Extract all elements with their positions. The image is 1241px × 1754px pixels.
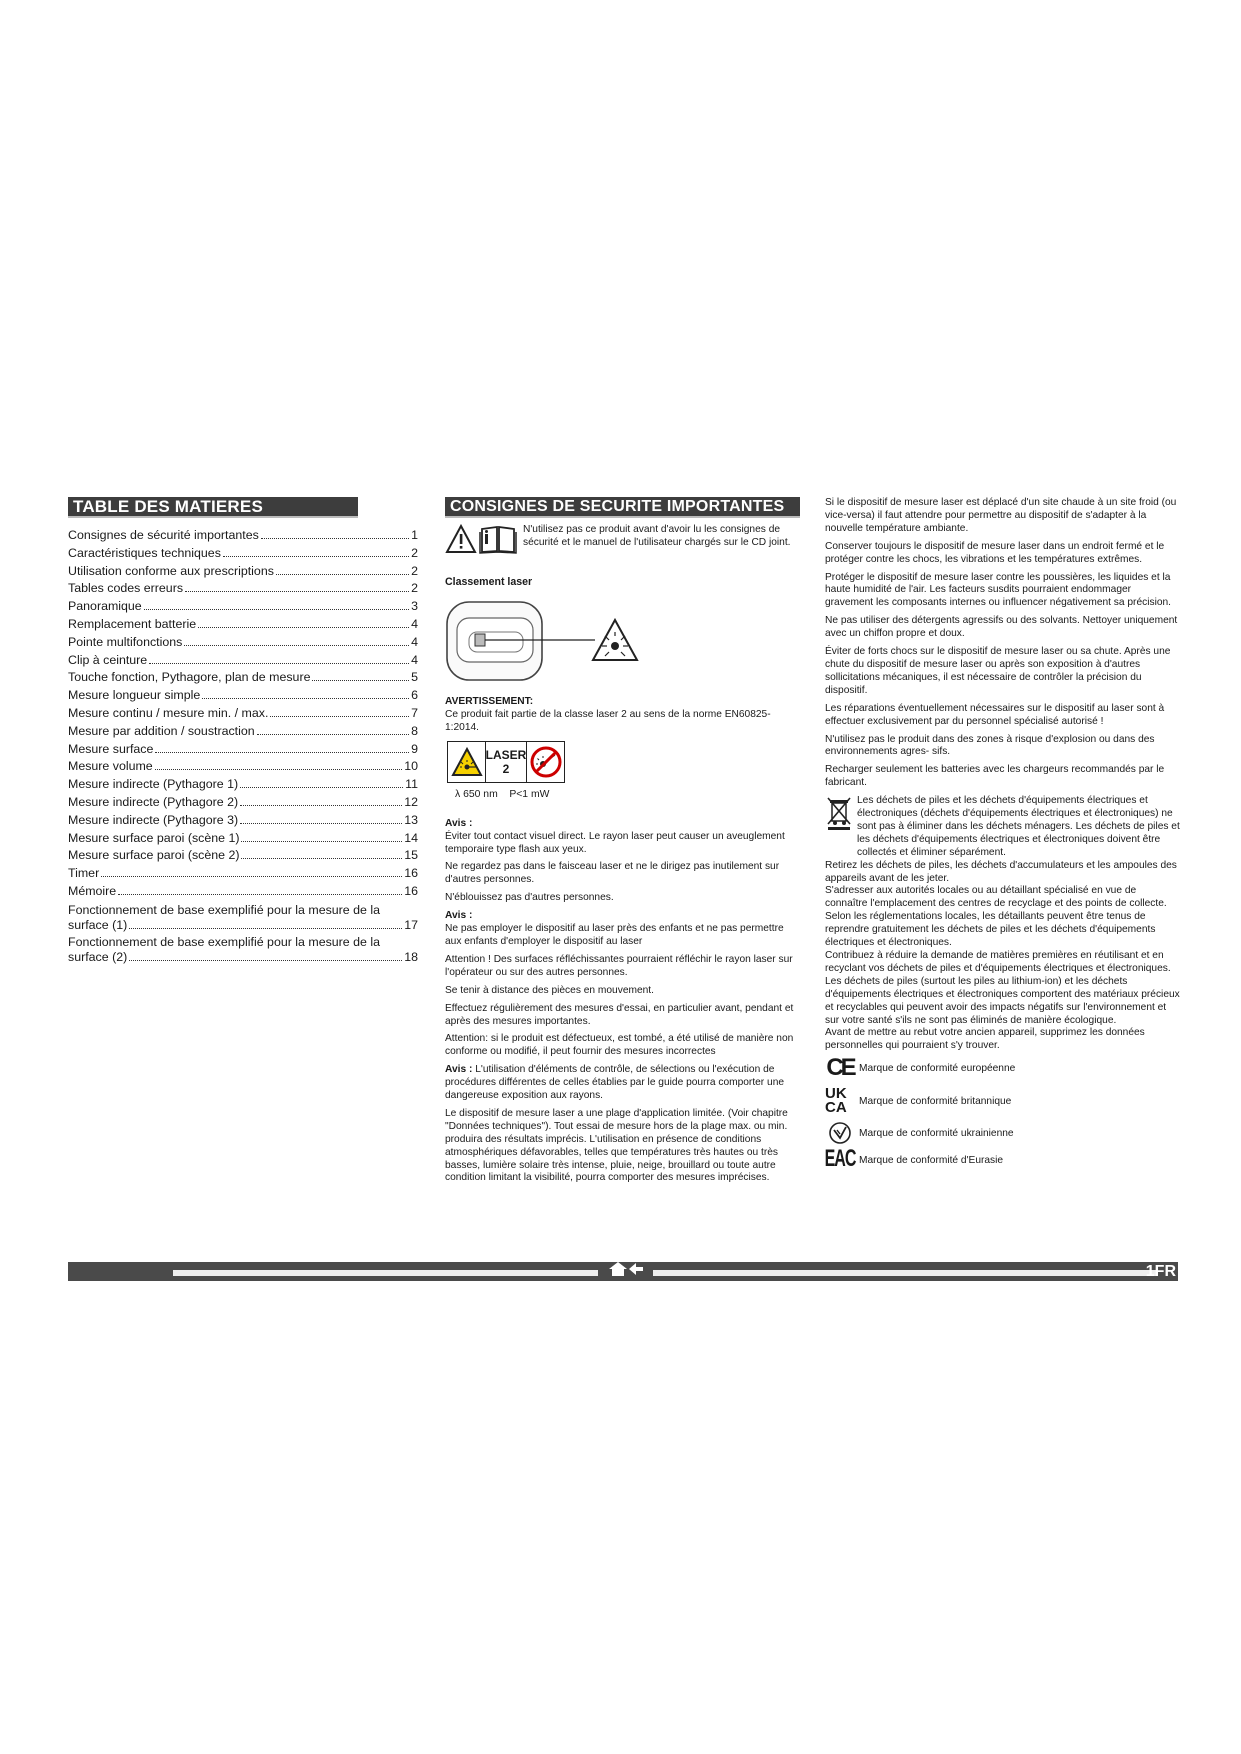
toc-entry-label[interactable]: Mesure continu / mesure min. / max. <box>68 705 269 720</box>
safety-section <box>445 497 800 1190</box>
col3-p4: Ne pas utiliser des détergents agressifs ou des solvants. Nettoyer uniquement avec un chiffon propre et doux. <box>825 615 1178 640</box>
toc-entry-page[interactable]: 17 <box>404 917 418 932</box>
toc-entry-page[interactable]: 15 <box>404 848 418 863</box>
toc-entry[interactable] <box>68 687 418 705</box>
toc-leader-dots <box>257 724 409 735</box>
toc-entry-label[interactable]: Caractéristiques techniques <box>68 545 221 560</box>
ukraine-mark-label: Marque de conformité ukrainienne <box>859 1127 1014 1139</box>
toc-entry[interactable] <box>68 616 418 634</box>
page-number: 1FR <box>1145 1263 1176 1280</box>
toc-entry-label-line1[interactable]: Fonctionnement de base exemplifié pour la mesure de la <box>68 902 381 917</box>
toc-entry[interactable] <box>68 776 418 794</box>
avis2-p3: Se tenir à distance des pièces en mouvement. <box>445 984 654 996</box>
toc-entry[interactable] <box>68 865 418 883</box>
toc-entry-label-line2[interactable]: surface (1) <box>68 917 128 932</box>
toc-leader-dots <box>223 546 409 557</box>
toc-entry-page[interactable]: 1 <box>411 528 418 542</box>
col3-p7: N'utilisez pas le produit dans des zones à risque d'explosion ou dans des environnements agres- sifs. <box>825 733 1155 758</box>
toc-entry-page[interactable]: 18 <box>404 949 418 964</box>
eac-mark-icon: EAC <box>824 1146 856 1173</box>
warning-triangle-icon <box>445 524 477 559</box>
col3-p13: Les déchets de piles (surtout les piles au lithium-ion) et les déchets d'équipements électriques et électroniques comportent des matériaux précieux et recyclables qui peuvent avoir des impacts négatifs sur l'environnement et sur votre santé s'ils ne sont pas éliminés de manière écologique. <box>825 975 1180 1026</box>
toc-leader-dots <box>312 670 409 681</box>
eac-mark-label: Marque de conformité d'Eurasie <box>859 1154 1004 1166</box>
col3-p9: Retirez les déchets de piles, les déchets d'accumulateurs et les ampoules des appareils avant de les jeter. <box>825 859 1177 884</box>
toc-entry[interactable] <box>68 527 418 545</box>
ukraine-mark-row <box>825 1121 1180 1145</box>
toc-leader-dots <box>261 528 409 539</box>
toc-leader-dots <box>241 831 402 842</box>
ce-mark-label: Marque de conformité européenne <box>859 1062 1016 1074</box>
laser-class-number: 2 <box>502 761 510 776</box>
avis1-p1: Éviter tout contact visuel direct. Le rayon laser peut causer un aveuglement temporaire type flash aux yeux. <box>445 830 785 855</box>
toc-entry[interactable] <box>68 669 418 687</box>
toc-leader-dots <box>101 866 402 877</box>
toc-entry[interactable] <box>68 705 418 723</box>
toc-leader-dots <box>118 884 402 895</box>
device-laser-illustration <box>445 596 645 686</box>
toc-leader-dots <box>276 564 409 575</box>
toc-entry-page[interactable]: 16 <box>404 866 418 881</box>
weee-text: Les déchets de piles et les déchets d'équipements électriques et électroniques (déchets d'équipements électriques et électroniques) ne sont pas à éliminer dans les déchets ménagers. Les déchets de piles et les déchets d'équipements électriques et électroniques doivent être collectés et éliminer séparément. <box>857 795 1180 858</box>
footer-rule <box>173 1270 1158 1276</box>
toc-leader-dots <box>149 653 409 664</box>
toc-leader-dots <box>270 706 409 717</box>
toc-entry[interactable] <box>68 794 418 812</box>
eac-mark-row <box>824 1146 1180 1173</box>
toc-entry[interactable] <box>68 935 418 965</box>
toc-leader-dots <box>129 918 402 929</box>
toc-entry-label[interactable]: Mesure indirecte (Pythagore 2) <box>68 794 239 809</box>
weee-block <box>825 795 1180 860</box>
toc-leader-dots <box>144 599 409 610</box>
col3-p14: Avant de mettre au rebut votre ancien appareil, supprimez les données personnelles qui pourraient s'y trouver. <box>825 1027 1145 1052</box>
toc-entry[interactable] <box>68 812 418 830</box>
safety-continued-section <box>825 497 1180 1175</box>
toc-entry-page[interactable]: 16 <box>404 883 418 898</box>
ukraine-conformity-icon <box>825 1121 855 1145</box>
toc-entry-page[interactable]: 7 <box>411 705 418 720</box>
col3-p11: Selon les réglementations locales, les détaillants peuvent être tenus de reprendre gratuitement les déchets de piles et les déchets d'équipements électriques et électroniques. <box>825 911 1156 949</box>
toc-entry[interactable] <box>68 830 418 848</box>
home-icon[interactable] <box>608 1261 628 1282</box>
avis1-p2: Ne regardez pas dans le faisceau laser et ne le dirigez pas inutilement sur d'autres personnes. <box>445 861 780 886</box>
toc-leader-dots <box>155 759 403 770</box>
toc-section <box>68 497 418 966</box>
toc-entry[interactable] <box>68 883 418 901</box>
toc-entry-label[interactable]: Mesure volume <box>68 759 153 774</box>
toc-entry-label-line1[interactable]: Fonctionnement de base exemplifié pour la mesure de la <box>68 934 381 949</box>
toc-entry-page[interactable]: 9 <box>411 741 418 756</box>
toc-entry-label[interactable]: Mesure surface <box>68 741 154 756</box>
toc-entry-label[interactable]: Mesure surface paroi (scène 1) <box>68 830 240 845</box>
back-arrow-icon[interactable] <box>628 1262 644 1281</box>
avis3-label: Avis : <box>445 1064 473 1076</box>
col3-p2: Conserver toujours le dispositif de mesure laser dans un endroit fermé et le protéger contre les chocs, les vibrations et les températures extrêmes. <box>825 540 1165 565</box>
toc-title: TABLE DES MATIERES <box>68 497 358 518</box>
toc-leader-dots <box>155 742 409 753</box>
toc-entry-page[interactable]: 2 <box>411 563 418 578</box>
toc-entry-page[interactable]: 13 <box>404 812 418 827</box>
toc-entry-page[interactable]: 11 <box>405 777 418 792</box>
laser-class-label-box <box>447 741 800 783</box>
avis1-title: Avis : <box>445 817 473 829</box>
toc-entry-page[interactable]: 14 <box>404 830 418 845</box>
avis2-p1: Ne pas employer le dispositif au laser près des enfants et ne pas permettre aux enfants d'employer le dispositif au laser <box>445 923 784 947</box>
home-back-nav[interactable] <box>598 1262 653 1281</box>
toc-entry-label[interactable]: Utilisation conforme aux prescriptions <box>68 563 274 578</box>
ukca-mark-row <box>825 1087 1180 1115</box>
safety-intro <box>445 524 800 559</box>
ce-mark-icon: CE <box>826 1054 854 1082</box>
toc-entry-label[interactable]: Remplacement batterie <box>68 616 197 631</box>
crossed-bin-icon <box>825 795 853 860</box>
footer-bar <box>68 1262 1178 1281</box>
toc-leader-dots <box>241 848 402 859</box>
warning-title: AVERTISSEMENT: <box>445 696 534 707</box>
toc-entry-label[interactable]: Touche fonction, Pythagore, plan de mesure <box>68 670 311 685</box>
toc-leader-dots <box>129 950 402 961</box>
ukca-mark-label: Marque de conformité britannique <box>859 1095 1012 1107</box>
toc-entry-page[interactable]: 12 <box>404 794 418 809</box>
toc-entry-label[interactable]: Mesure longueur simple <box>68 688 201 703</box>
toc-entry[interactable] <box>68 580 418 598</box>
toc-entry[interactable] <box>68 847 418 865</box>
laser-word: LASER <box>485 747 527 762</box>
safety-title: CONSIGNES DE SECURITE IMPORTANTES <box>445 497 800 518</box>
toc-entry-label[interactable]: Mesure surface paroi (scène 2) <box>68 848 240 863</box>
toc-entry-label[interactable]: Mesure indirecte (Pythagore 3) <box>68 812 239 827</box>
col3-p3: Protéger le dispositif de mesure laser contre les poussières, les liquides et la haute humidité de l'air. Les facteurs susdits pourraient endommager gravement les composants internes ou influencer négativement sa précision. <box>825 571 1171 609</box>
safety-intro-text: N'utilisez pas ce produit avant d'avoir lu les consignes de sécurité et le manuel de l'utilisateur chargés sur le CD joint. <box>523 524 791 548</box>
toc-entry[interactable] <box>68 563 418 581</box>
toc-entry[interactable] <box>68 723 418 741</box>
laser-warning-icon <box>447 741 486 783</box>
toc-entry-page[interactable]: 6 <box>411 688 418 703</box>
avis1-p3: N'éblouissez pas d'autres personnes. <box>445 892 614 904</box>
warning-block <box>445 696 800 735</box>
toc-leader-dots <box>240 813 402 824</box>
toc-entry[interactable] <box>68 903 418 933</box>
toc-entry-page[interactable]: 5 <box>411 670 418 685</box>
toc-entry-label-line2[interactable]: surface (2) <box>68 949 128 964</box>
toc-entry-label[interactable]: Pointe multifonctions <box>68 634 183 649</box>
toc-entry-label[interactable]: Mesure indirecte (Pythagore 1) <box>68 777 239 792</box>
no-eye-exposure-icon <box>527 741 565 783</box>
toc-entry-page[interactable]: 8 <box>411 723 418 738</box>
toc-entry-page[interactable]: 2 <box>411 545 418 560</box>
toc-entry-page[interactable]: 4 <box>411 652 418 667</box>
avis2-p5: Attention: si le produit est défectueux, est tombé, a été utilisé de manière non conforme ou modifié, il peut fournir des mesures incorrectes <box>445 1033 794 1058</box>
ukca-mark-ca: CA <box>825 1099 847 1117</box>
laser-wavelength: λ 650 nm <box>455 788 498 800</box>
toc-entry-label[interactable]: Panoramique <box>68 599 142 614</box>
manual-book-icon <box>479 524 517 559</box>
col3-p6: Les réparations éventuellement nécessaires sur le dispositif au laser sont à effectuer exclusivement par du personnel spécialisé autorisé ! <box>825 702 1165 727</box>
toc-entry-label[interactable]: Consignes de sécurité importantes <box>68 528 259 542</box>
toc-entry-label[interactable]: Clip à ceinture <box>68 652 148 667</box>
laser-power: P<1 mW <box>509 788 550 800</box>
col3-p12: Contribuez à réduire la demande de matières premières en réutilisant et en recyclant vos déchets de piles et d'équipements électriques et électroniques. <box>825 950 1171 974</box>
avis3-paragraph <box>445 1064 800 1103</box>
range-paragraph: Le dispositif de mesure laser a une plage d'application limitée. (Voir chapitre "Données techniques"). Tout essai de mesure hors de la plage max. ou min. produira des résultats imprécis. L'utilisation en présence de conditions atmosphériques défavorables, telles que températures très hautes ou très basses, lumière solaire très intense, pluie, neige, brouillard ou toute autre condition limitant la visibilité, pourra comporter des mesures imprécises. <box>445 1107 788 1184</box>
toc-entry[interactable] <box>68 758 418 776</box>
toc-entry-page[interactable]: 2 <box>411 581 418 596</box>
toc-entry[interactable] <box>68 598 418 616</box>
toc-entry-label[interactable]: Timer <box>68 866 100 881</box>
avis2-p4: Effectuez régulièrement des mesures d'essai, en particulier avant, pendant et après des mesures importantes. <box>445 1002 794 1027</box>
toc-list <box>68 527 418 965</box>
avis3-text: L'utilisation d'éléments de contrôle, de sélections ou l'exécution de procédures différentes de celles établies par le guide pourra comporter une dangereuse exposition aux rayons. <box>445 1064 785 1102</box>
avis2-title: Avis : <box>445 910 473 922</box>
toc-entry-page[interactable]: 4 <box>411 616 418 631</box>
ce-mark-row <box>825 1055 1180 1081</box>
toc-leader-dots <box>240 795 402 806</box>
avis2-p2: Attention ! Des surfaces réfléchissantes pourraient réfléchir le rayon laser sur l'opérateur ou sur des autres personnes. <box>445 953 793 978</box>
col3-p1: Si le dispositif de mesure laser est déplacé d'un site chaude à un site froid (ou vice-versa) il faut attendre pour permettre au dispositif de s'adapter à la nouvelle température ambiante. <box>825 497 1177 534</box>
col3-p8: Recharger seulement les batteries avec les chargeurs recommandés par le fabricant. <box>825 764 1165 789</box>
toc-entry[interactable] <box>68 652 418 670</box>
ukca-mark-icon <box>825 1087 855 1115</box>
toc-leader-dots <box>202 688 409 699</box>
ukca-mark-uk: UK <box>825 1085 847 1103</box>
toc-entry[interactable] <box>68 741 418 759</box>
col3-p5: Éviter de forts chocs sur le dispositif de mesure laser ou sa chute. Après une chute du dispositif de mesure laser ou après son exposition à d'autres sollicitations mécaniques, il est nécessaire de contrôler la précision du dispositif. <box>825 646 1171 696</box>
col3-p10: S'adresser aux autorités locales ou au détaillant spécialisé en vue de connaître l'emplacement des centres de recyclage et des points de collecte. <box>825 885 1167 910</box>
toc-entry[interactable] <box>68 545 418 563</box>
laser-class-text <box>486 741 527 783</box>
toc-entry-page[interactable]: 3 <box>411 599 418 614</box>
toc-entry-label[interactable]: Mémoire <box>68 883 117 898</box>
laser-class-label: Classement laser <box>445 576 533 588</box>
toc-leader-dots <box>184 635 409 646</box>
toc-entry-label[interactable]: Mesure par addition / soustraction <box>68 723 255 738</box>
toc-leader-dots <box>198 617 409 628</box>
toc-entry-label[interactable]: Tables codes erreurs <box>68 581 184 596</box>
toc-entry-page[interactable]: 10 <box>404 759 418 774</box>
toc-entry-page[interactable]: 4 <box>411 634 418 649</box>
toc-entry[interactable] <box>68 634 418 652</box>
laser-spec <box>455 789 800 800</box>
warning-text: Ce produit fait partie de la classe laser 2 au sens de la norme EN60825-1:2014. <box>445 708 771 733</box>
toc-leader-dots <box>185 581 409 592</box>
toc-leader-dots <box>240 777 403 788</box>
